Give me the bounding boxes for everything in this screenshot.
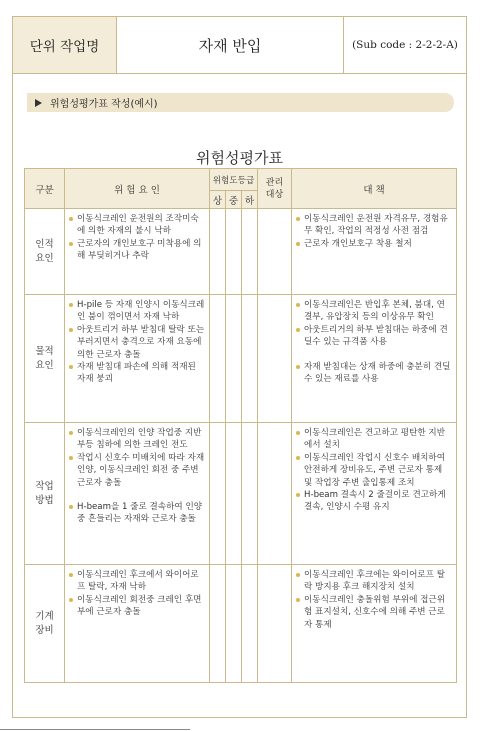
measure-item: 근로자 개인보호구 착용 철저 (296, 238, 453, 250)
grade-high-cell (210, 565, 226, 683)
hazard-cell (65, 295, 210, 423)
col-manager (258, 169, 292, 209)
row-category (25, 295, 65, 423)
hazard-item: 작업시 신호수 미배치에 따라 자재인양, 이동식크레인 회전 중 주변 근로자 충돌 (69, 452, 206, 489)
triangle-bullet-icon (35, 99, 42, 107)
col-grade-low: 하 (242, 191, 258, 209)
col-measures: 대 책 (292, 169, 457, 209)
risk-assessment-table (24, 168, 457, 683)
grade-high-cell (210, 209, 226, 295)
hazard-item: H-pile 등 자재 인양시 이동식크레인 붐이 꺾이면서 자재 낙하 (69, 299, 206, 324)
table-row (25, 565, 457, 683)
grade-low-cell (242, 423, 258, 565)
col-manager-label: 관리대상 (265, 177, 284, 200)
manager-cell (258, 565, 292, 683)
measure-cell (292, 565, 457, 683)
section-bar-label: 위험성평가표 작성(예시) (50, 99, 158, 110)
measure-item: 이동식크레인 후크에는 와이어로프 탈락 방지용 후크 해지장치 설치 (296, 569, 453, 594)
measure-item: 이동식크레인 충돌위험 부위에 접근위험 표지설치, 신호수에 의해 주변 근로자 통제 (296, 594, 453, 631)
table-title: 위험성평가표 (196, 149, 283, 167)
measure-cell (292, 423, 457, 565)
row-category-label: 물적 요인 (35, 345, 54, 371)
measure-item: H-beam 결속시 2 줄걸이로 견고하게 결속, 인양시 수평 유지 (296, 489, 453, 514)
hazard-item: 이동식크레인 운전원의 조작미숙에 의한 자재의 불시 낙하 (69, 213, 206, 238)
hazard-item: H-beam을 1 줄로 결속하여 인양 중 흔들리는 자재와 근로자 충돌 (69, 501, 206, 526)
row-category-label: 기계 장비 (35, 610, 54, 636)
grade-mid-cell (226, 295, 242, 423)
hazard-item: 아웃트리거 하부 받침대 탈락 또는 부러지면서 충격으로 자재 요동에 의한 근로자 충돌 (69, 324, 206, 361)
manager-cell (258, 209, 292, 295)
measure-item: 이동식크레인은 견고하고 평탄한 지반에서 설치 (296, 427, 453, 452)
row-category (25, 209, 65, 295)
measure-item: 이동식크레인은 반입후 본체, 붐대, 연결부, 유압장치 등의 이상유무 확인 (296, 299, 453, 324)
grade-low-cell (242, 565, 258, 683)
col-hazard: 위 험 요 인 (65, 169, 210, 209)
hazard-item: 근로자의 개인보호구 미착용에 의해 부딪히거나 추락 (69, 238, 206, 263)
manager-cell (258, 423, 292, 565)
grade-mid-cell (226, 565, 242, 683)
row-category (25, 423, 65, 565)
grade-high-cell (210, 423, 226, 565)
work-name: 자재 반입 (117, 17, 344, 73)
row-category (25, 565, 65, 683)
row-category-label: 인적 요인 (35, 238, 54, 264)
hazard-item: 자재 받침대 파손에 의해 적재된 자재 붕괴 (69, 361, 206, 386)
grade-mid-cell (226, 423, 242, 565)
section-bar (27, 93, 454, 112)
measure-item: 아웃트리거의 하부 받침대는 하중에 견딜수 있는 규격품 사용 (296, 324, 453, 349)
col-grade-mid: 중 (226, 191, 242, 209)
measure-cell (292, 209, 457, 295)
col-grade-high: 상 (210, 191, 226, 209)
footnote-rule (0, 729, 190, 730)
sub-code: (Sub code : 2-2-2-A) (352, 39, 458, 51)
measure-item: 이동식크레인 작업시 신호수 배치하여 안전하게 장비유도, 주변 근로자 통제 및 작업장 주변 출입통제 조치 (296, 452, 453, 489)
manager-cell (258, 295, 292, 423)
document-frame (12, 16, 467, 718)
measure-item: 이동식크레인 운전원 자격유무, 경험유무 확인, 작업의 적정성 사전 점검 (296, 213, 453, 238)
grade-mid-cell (226, 209, 242, 295)
table-row (25, 423, 457, 565)
row-category-label: 작업 방법 (35, 480, 54, 506)
grade-low-cell (242, 209, 258, 295)
hazard-item: 이동식크레인의 인양 작업중 지반 부등 침하에 의한 크레인 전도 (69, 427, 206, 452)
hazard-item: 이동식크레인 후크에서 와이어로프 탈락, 자재 낙하 (69, 569, 206, 594)
grade-high-cell (210, 295, 226, 423)
col-category: 구분 (25, 169, 65, 209)
document-header (13, 17, 466, 74)
grade-low-cell (242, 295, 258, 423)
measure-item: 자재 받침대는 상재 하중에 충분히 견딜수 있는 재료를 사용 (296, 361, 453, 386)
hazard-item: 이동식크레인 회전중 크레인 후면부에 근로자 충돌 (69, 594, 206, 619)
hazard-cell (65, 209, 210, 295)
col-grade: 위험도등급 (210, 169, 258, 191)
table-row (25, 209, 457, 295)
hazard-cell (65, 565, 210, 683)
unit-work-label: 단위 작업명 (13, 17, 117, 73)
table-row (25, 295, 457, 423)
measure-cell (292, 295, 457, 423)
hazard-cell (65, 423, 210, 565)
